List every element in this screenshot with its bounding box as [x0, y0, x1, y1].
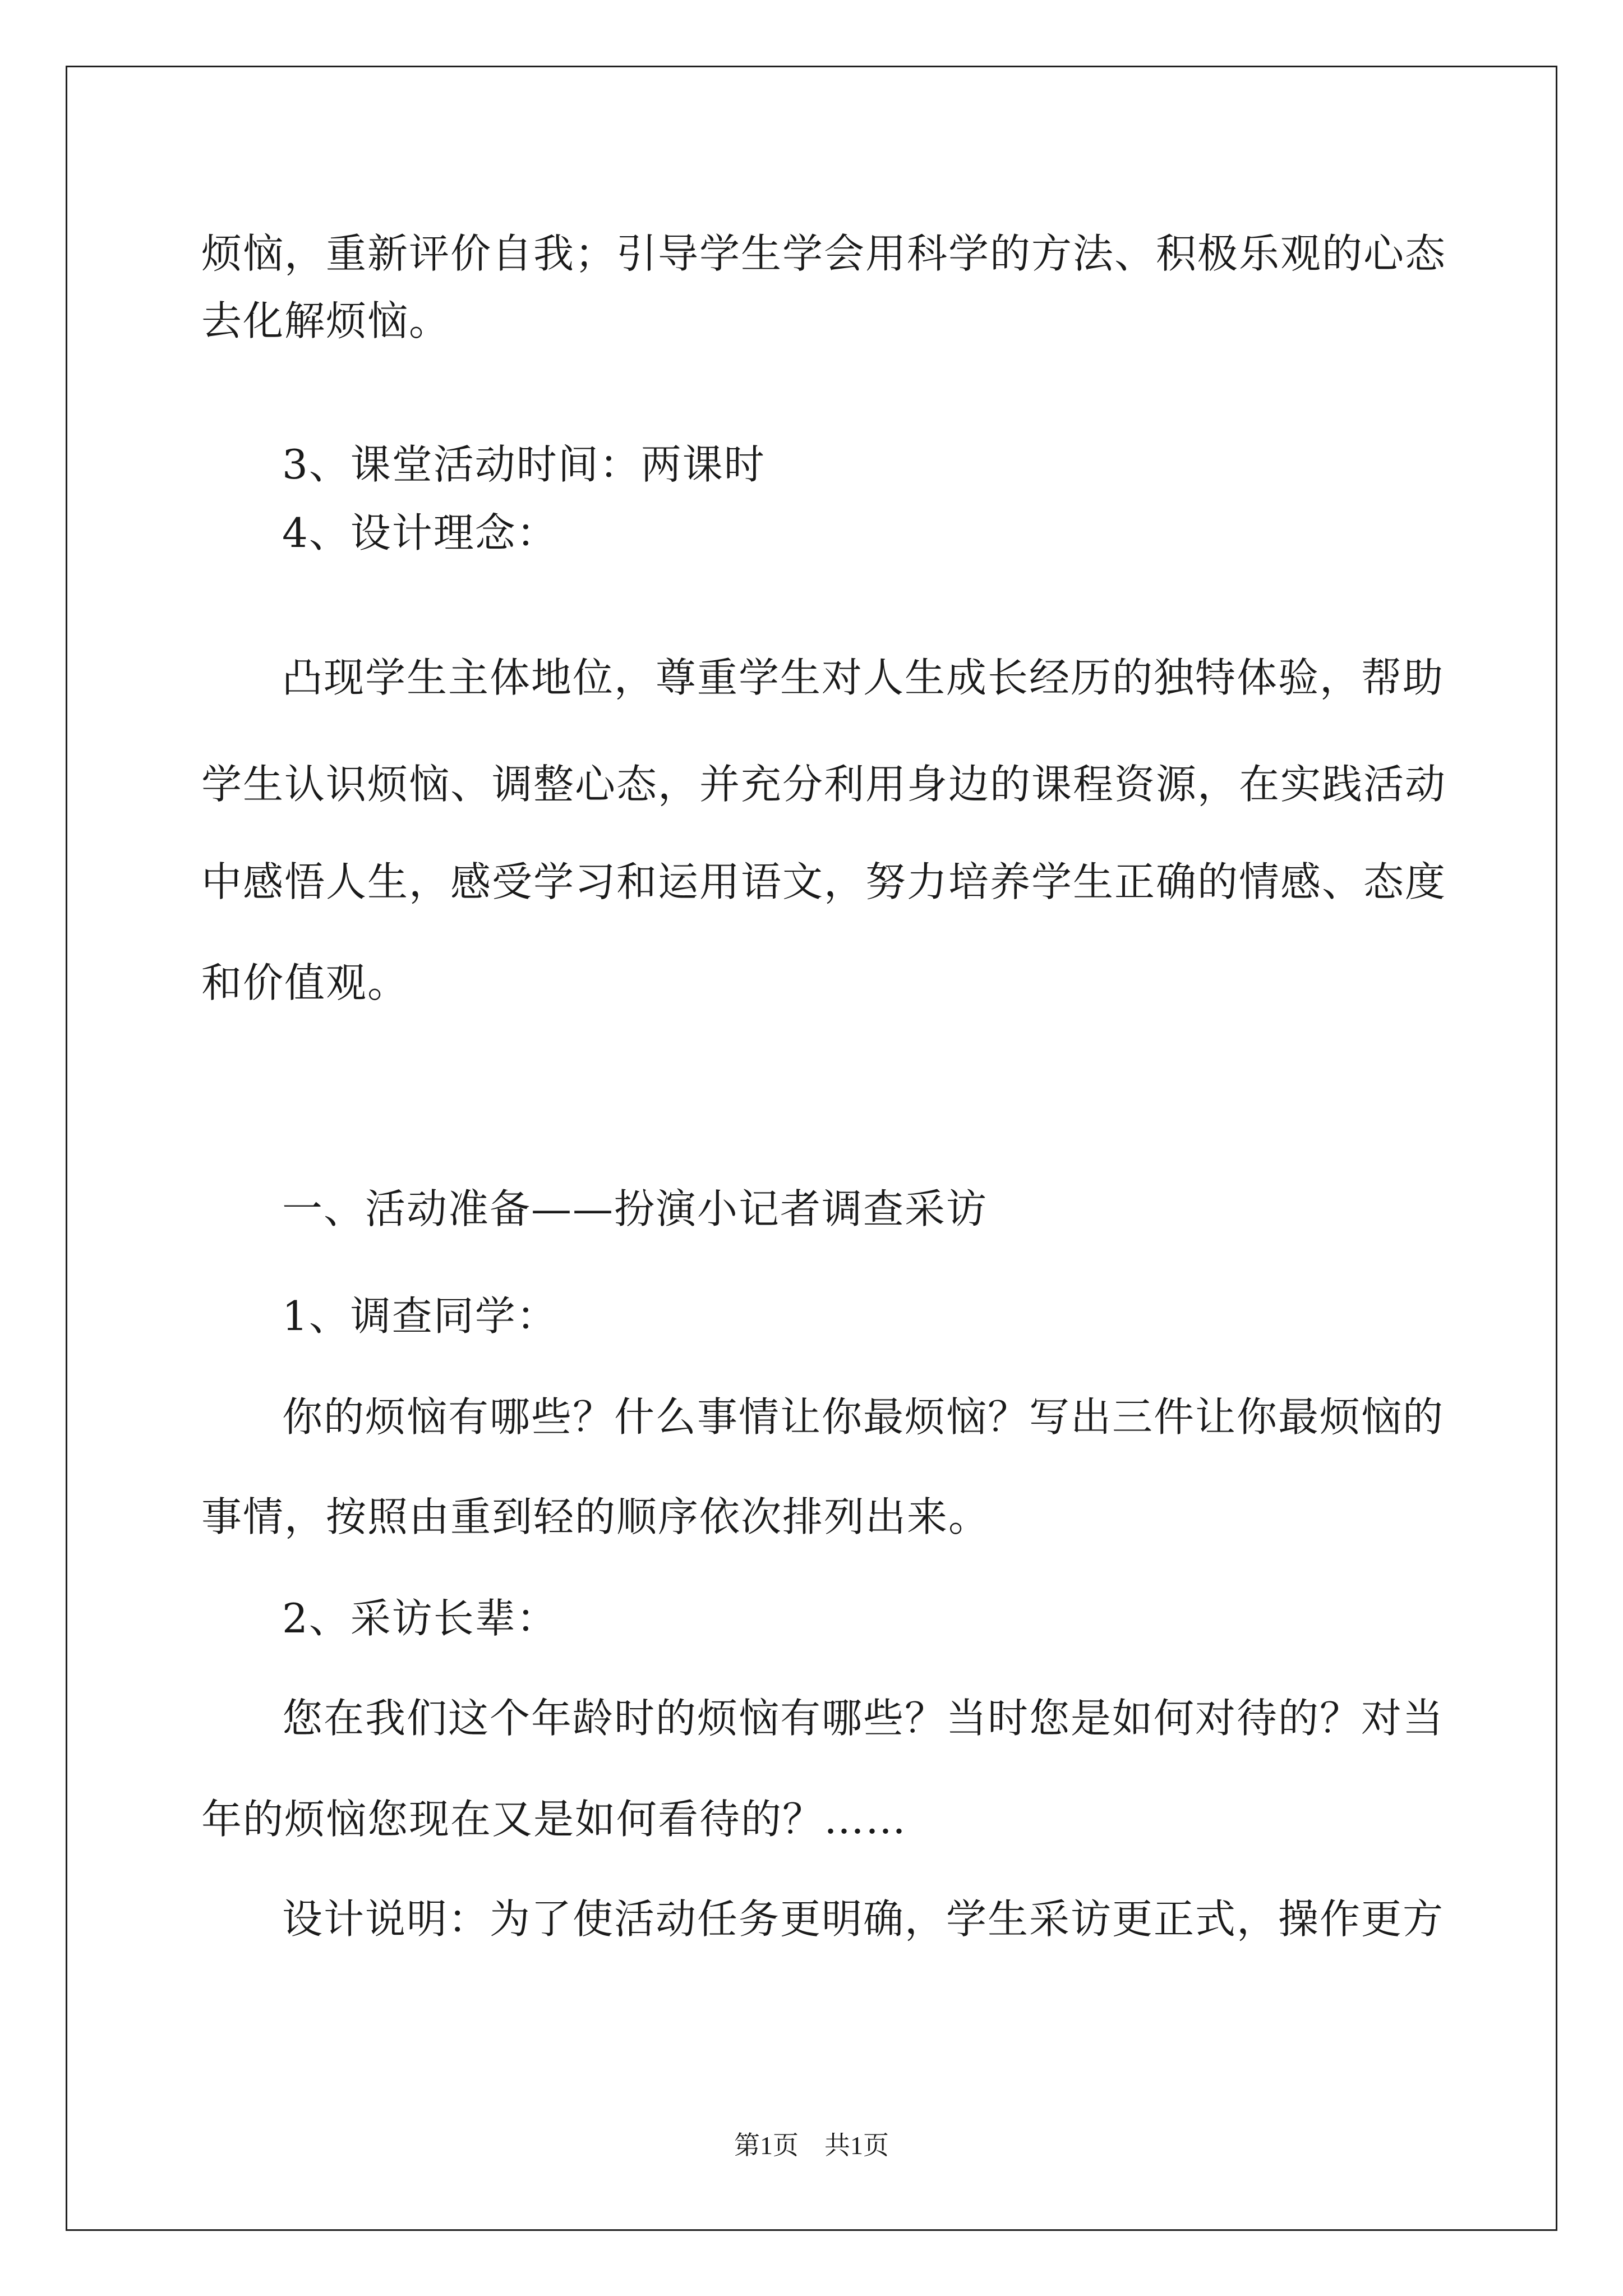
text-line: 学生认识烦恼、调整心态，并充分利用身边的课程资源，在实践活动 — [201, 761, 1447, 808]
text-line: 3、课堂活动时间：两课时 — [282, 441, 766, 488]
text-line: 烦恼，重新评价自我；引导学生学会用科学的方法、积极乐观的心态 — [201, 230, 1447, 277]
text-line: 设计说明：为了使活动任务更明确，学生采访更正式，操作更方 — [282, 1895, 1445, 1943]
text-line: 中感悟人生，感受学习和运用语文，努力培养学生正确的情感、态度 — [201, 858, 1447, 905]
text-line: 你的烦恼有哪些？什么事情让你最烦恼？写出三件让你最烦恼的 — [282, 1393, 1445, 1441]
section-heading: 一、活动准备——扮演小记者调查采访 — [282, 1185, 988, 1232]
text-line: 和价值观。 — [201, 959, 409, 1006]
text-line: 1、调查同学： — [282, 1292, 558, 1340]
text-line: 4、设计理念： — [282, 509, 558, 556]
text-line: 去化解烦恼。 — [201, 297, 451, 344]
text-line: 2、采访长辈： — [282, 1595, 558, 1642]
text-line: 年的烦恼您现在又是如何看待的？…… — [201, 1796, 907, 1843]
text-line: 凸现学生主体地位，尊重学生对人生成长经历的独特体验，帮助 — [282, 654, 1445, 701]
text-line: 事情，按照由重到轻的顺序依次排列出来。 — [201, 1493, 990, 1540]
text-line: 您在我们这个年龄时的烦恼有哪些？当时您是如何对待的？对当 — [282, 1695, 1445, 1742]
page-footer: 第1页 共1页 — [734, 2131, 889, 2160]
